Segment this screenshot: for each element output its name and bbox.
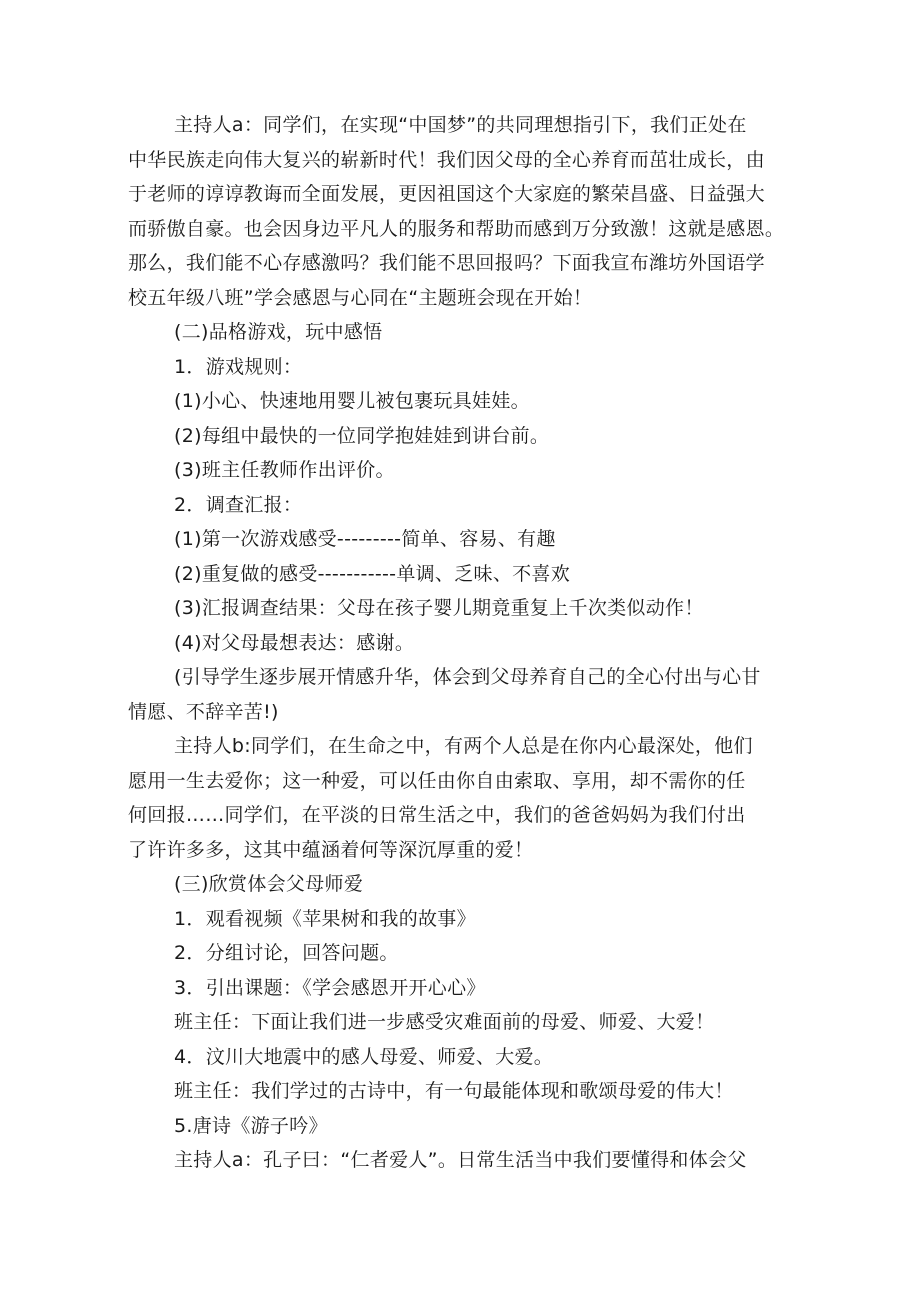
- text-line: 校五年级八班”学会感恩与心同在“主题班会现在开始！: [128, 286, 593, 309]
- list-item: [128, 522, 800, 557]
- list-item: [128, 557, 800, 592]
- section-heading: [128, 867, 800, 902]
- text-line: 了许许多多，这其中蕴涵着何等深沉厚重的爱！: [128, 838, 534, 861]
- host-a-intro-paragraph: [128, 108, 800, 315]
- text-line: (3)班主任教师作出评价。: [174, 459, 395, 481]
- list-item: [128, 591, 800, 626]
- text-line: (2)每组中最快的一位同学抱娃娃到讲台前。: [174, 424, 550, 447]
- host-b-paragraph: [128, 729, 800, 867]
- text-line: (引导学生逐步展开情感升华，体会到父母养育自己的全心付出与心甘: [174, 666, 761, 688]
- text-line: 愿用一生去爱你；这一种爱，可以任由你自由索取、享用，却不需你的任: [128, 769, 746, 792]
- text-line: (3)汇报调查结果：父母在孩子婴儿期竟重复上千次类似动作！: [174, 597, 704, 619]
- host-a-confucius-paragraph: [128, 1143, 800, 1178]
- text-line: 中华民族走向伟大复兴的崭新时代！我们因父母的全心养育而茁壮成长，由: [128, 148, 765, 171]
- text-line: (4)对父母最想表达：感谢。: [174, 631, 415, 654]
- text-line: 班主任：我们学过的古诗中，有一句最能体现和歌颂母爱的伟大！: [174, 1080, 734, 1102]
- text-line: (二)品格游戏，玩中感悟: [174, 321, 383, 343]
- list-item: [128, 971, 800, 1006]
- text-line: 1．游戏规则：: [174, 355, 303, 378]
- list-item: [128, 419, 800, 454]
- text-line: 于老师的谆谆教诲而全面发展，更因祖国这个大家庭的繁荣昌盛、日益强大: [128, 183, 765, 205]
- document-body: [128, 108, 800, 1178]
- list-item: [128, 453, 800, 488]
- text-line: (1)小心、快速地用婴儿被包裹玩具娃娃。: [174, 390, 530, 412]
- text-line: (1)第一次游戏感受---------简单、容易、有趣: [174, 528, 556, 550]
- text-line: 2．调查汇报：: [174, 493, 303, 516]
- list-item: [128, 384, 800, 419]
- text-line: 那么，我们能不心存感激吗？我们能不思回报吗？下面我宣布潍坊外国语学: [128, 252, 765, 274]
- text-line: 3．引出课题：《学会感恩开开心心》: [174, 976, 486, 999]
- list-item: [128, 626, 800, 661]
- text-line: 主持人a：同学们，在实现“中国梦”的共同理想指引下，我们正处在: [174, 114, 747, 136]
- list-item: [128, 936, 800, 971]
- text-line: 主持人b:同学们，在生命之中，有两个人总是在你内心最深处，他们: [174, 735, 753, 757]
- section-heading: [128, 315, 800, 350]
- text-line: 班主任：下面让我们进一步感受灾难面前的母爱、师爱、大爱！: [174, 1011, 715, 1033]
- subsection-heading: [128, 488, 800, 523]
- list-item: [128, 902, 800, 937]
- list-item: [128, 1109, 800, 1144]
- subsection-heading: [128, 350, 800, 385]
- guidance-note-paragraph: [128, 660, 800, 729]
- text-line: 2．分组讨论，回答问题。: [174, 942, 399, 964]
- text-line: 5.唐诗《游子吟》: [174, 1114, 328, 1137]
- text-line: 而骄傲自豪。也会因身边平凡人的服务和帮助而感到万分致激！这就是感恩。: [128, 217, 785, 240]
- list-item: [128, 1040, 800, 1075]
- text-line: 何回报……同学们，在平淡的日常生活之中，我们的爸爸妈妈为我们付出: [128, 804, 746, 826]
- text-line: (三)欣赏体会父母师爱: [174, 873, 364, 895]
- text-line: (2)重复做的感受-----------单调、乏味、不喜欢: [174, 562, 571, 585]
- text-line: 主持人a：孔子曰：“仁者爱人”。日常生活当中我们要懂得和体会父: [174, 1149, 747, 1171]
- text-line: 4．汶川大地震中的感人母爱、师爱、大爱。: [174, 1045, 554, 1068]
- text-line: 情愿、不辞辛苦!): [128, 700, 279, 723]
- text-line: 1．观看视频《苹果树和我的故事》: [174, 907, 476, 930]
- teacher-speech: [128, 1074, 800, 1109]
- teacher-speech: [128, 1005, 800, 1040]
